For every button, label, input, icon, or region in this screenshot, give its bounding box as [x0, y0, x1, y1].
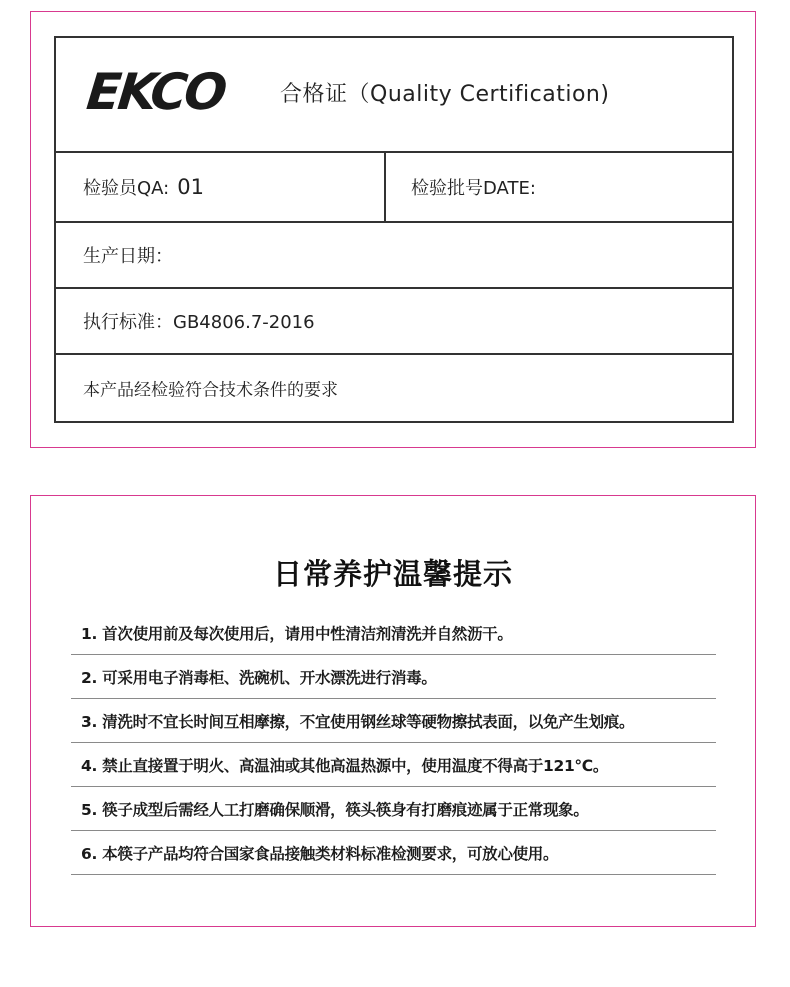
inspector-row [56, 151, 732, 221]
certificate-card [30, 11, 756, 448]
tip-item: 2. 可采用电子消毒柜、洗碗机、开水漂洗进行消毒。 [71, 656, 716, 699]
care-tips-card [30, 495, 756, 927]
production-date-label: 生产日期： [83, 246, 173, 267]
compliance-row [56, 353, 732, 421]
care-tips-heading: 日常养护温馨提示 [272, 557, 513, 591]
certificate-table [54, 36, 734, 423]
tip-item: 3. 清洗时不宜长时间互相摩擦，不宜使用钢丝球等硬物擦拭表面，以免产生划痕。 [71, 700, 716, 743]
batch-label: 检验批号DATE: [411, 178, 536, 199]
production-date-row [56, 221, 732, 287]
compliance-note: 本产品经检验符合技术条件的要求 [83, 380, 338, 401]
standard-label: 执行标准：GB4806.7-2016 [83, 312, 315, 333]
care-tips-list [71, 612, 716, 876]
brand-logo: EKCO [83, 63, 227, 121]
tip-item: 1. 首次使用前及每次使用后，请用中性清洁剂清洗并自然沥干。 [71, 612, 716, 655]
tip-item: 6. 本筷子产品均符合国家食品接触类材料标准检测要求，可放心使用。 [71, 832, 716, 875]
inspector-cell [83, 174, 204, 200]
inspector-value: 01 [177, 175, 204, 199]
certificate-title: 合格证（Quality Certification) [280, 82, 610, 107]
tip-item: 4. 禁止直接置于明火、高温油或其他高温热源中，使用温度不得高于121℃。 [71, 744, 716, 787]
cell-divider [384, 153, 386, 221]
standard-row [56, 287, 732, 353]
tip-item: 5. 筷子成型后需经人工打磨确保顺滑，筷头筷身有打磨痕迹属于正常现象。 [71, 788, 716, 831]
certificate-header-row [56, 38, 732, 151]
inspector-label: 检验员QA: [83, 178, 170, 199]
